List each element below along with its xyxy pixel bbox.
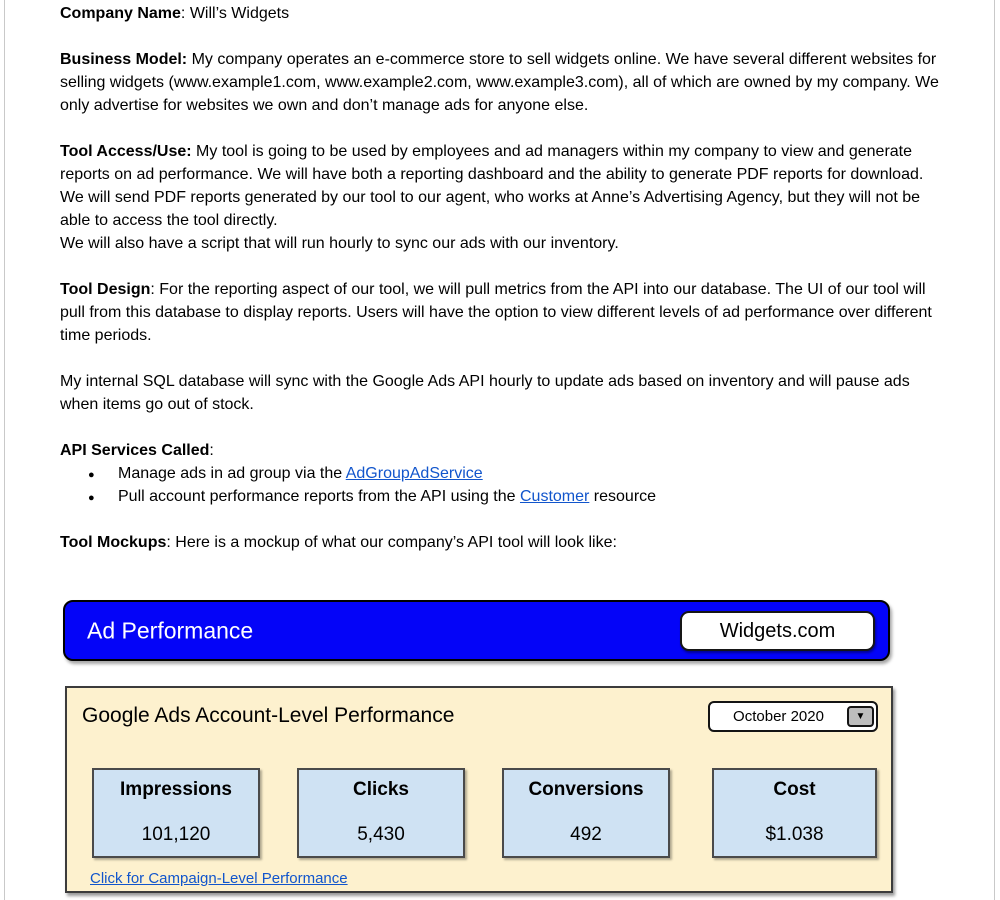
tool-access-line2: We will also have a script that will run hourly to sync our ads with our inventory. xyxy=(60,235,619,252)
business-model-label: Business Model: xyxy=(60,51,188,68)
metric-value: 5,430 xyxy=(357,824,405,845)
metric-label: Impressions xyxy=(120,779,232,800)
widgets-com-button[interactable]: Widgets.com xyxy=(680,611,875,651)
api-services-label: API Services Called xyxy=(60,442,210,459)
month-dropdown-value: October 2020 xyxy=(733,708,824,725)
mockup-header-bar xyxy=(63,600,890,661)
month-dropdown[interactable] xyxy=(708,701,878,732)
bullet-2-post: resource xyxy=(589,488,657,505)
metric-label: Conversions xyxy=(528,779,644,800)
tool-mockups-text: : Here is a mockup of what our company’s API tool will look like: xyxy=(166,534,617,551)
metric-card-impressions xyxy=(92,768,260,858)
sql-note-text: My internal SQL database will sync with the Google Ads API hourly to update ads based on inventory and will pause ads when items go out of stock. xyxy=(60,373,910,413)
tool-design-text: : For the reporting aspect of our tool, we will pull metrics from the API into our database. The UI of our tool will pull from this database to display reports. Users will have the option to view different levels of ad performance over different time periods. xyxy=(60,281,932,344)
tool-design-label: Tool Design xyxy=(60,281,151,298)
business-model-text: My company operates an e-commerce store to sell widgets online. We have several different websites for selling widgets (www.example1.com, www.example2.com, www.example3.com), all of which are owned by my company. We only advertise for websites we own and don’t manage ads for anyone else. xyxy=(60,51,939,114)
company-name-label: Company Name xyxy=(60,5,181,22)
metric-value: $1.038 xyxy=(765,824,824,845)
dropdown-arrow-button[interactable] xyxy=(847,706,874,727)
paragraph-tool-design xyxy=(60,278,941,347)
paragraph-sql-note xyxy=(60,370,941,416)
tool-access-label: Tool Access/Use: xyxy=(60,143,192,160)
paragraph-tool-mockups xyxy=(60,531,941,554)
page-edge-left xyxy=(4,0,5,900)
customer-link[interactable]: Customer xyxy=(519,488,590,505)
metric-label: Cost xyxy=(773,779,816,800)
paragraph-company-name xyxy=(60,2,941,25)
api-services-colon: : xyxy=(209,442,214,459)
mockup-header-title: Ad Performance xyxy=(87,617,254,643)
api-services-list xyxy=(60,462,941,508)
metric-value: 101,120 xyxy=(141,824,211,845)
metric-card-conversions xyxy=(502,768,670,858)
tool-access-text: My tool is going to be used by employees and ad managers within my company to view and generate reports on ad performance. We will have both a reporting dashboard and the ability to generate PDF reports for download. We will send PDF reports generated by our tool to our agent, who works at Anne’s Advertising Agency, but they will not be able to access the tool directly. xyxy=(60,143,924,229)
paragraph-api-services-heading xyxy=(60,439,941,462)
chevron-down-icon: ▼ xyxy=(855,711,866,722)
company-name-value: : Will’s Widgets xyxy=(180,5,290,22)
mockup-dashboard-panel xyxy=(65,686,893,893)
tool-mockups-label: Tool Mockups xyxy=(60,534,167,551)
metric-card-clicks xyxy=(297,768,465,858)
paragraph-business-model xyxy=(60,48,941,117)
adgroupadservice-link[interactable]: AdGroupAdService xyxy=(345,465,483,482)
metric-value: 492 xyxy=(570,824,602,845)
metric-card-cost xyxy=(712,768,877,858)
paragraph-tool-access xyxy=(60,140,941,255)
page-edge-right xyxy=(994,0,995,900)
bullet-2-pre: Pull account performance reports from the API using the xyxy=(118,488,520,505)
list-item-adgroupadservice xyxy=(60,462,941,485)
document-body xyxy=(60,2,941,577)
panel-title: Google Ads Account-Level Performance xyxy=(82,704,455,727)
list-item-customer xyxy=(60,485,941,508)
bullet-1-pre: Manage ads in ad group via the xyxy=(118,465,346,482)
metric-label: Clicks xyxy=(353,779,409,800)
campaign-level-performance-link[interactable]: Click for Campaign-Level Performance xyxy=(90,870,348,887)
